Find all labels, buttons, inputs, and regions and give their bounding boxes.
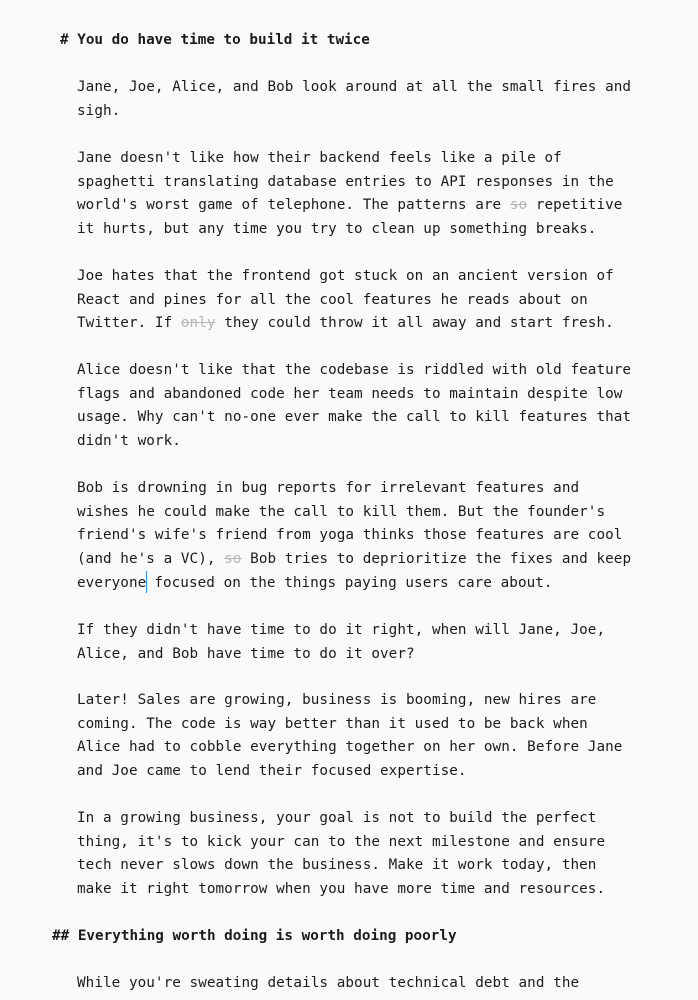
text-line: and Joe came to lend their focused expertise. (77, 762, 467, 779)
text-line: In a growing business, your goal is not to build the perfect (77, 810, 597, 826)
text-line: sigh. (77, 102, 121, 119)
strikethrough-text: so (224, 550, 242, 567)
heading-text: Everything worth doing is worth doing poorly (77, 928, 457, 944)
text-line: they could throw it all away and start fresh. (215, 315, 614, 332)
text-line: If they didn't have time to do it right, when will Jane, Joe, (77, 622, 606, 638)
text-line: wishes he could make the call to kill them. But the founder's (77, 503, 606, 520)
paragraph-6[interactable] (77, 619, 677, 666)
heading-text: You do have time to build it twice (77, 32, 370, 48)
text-line: repetitive (527, 197, 623, 214)
paragraph-8[interactable] (77, 807, 677, 901)
paragraph-3[interactable] (77, 265, 677, 336)
text-line: Bob is drowning in bug reports for irrelevant features and (77, 480, 580, 496)
paragraph-4[interactable] (77, 359, 677, 453)
text-line: didn't work. (77, 432, 181, 449)
text-line: Bob tries to deprioritize the fixes and keep (241, 550, 632, 567)
heading-marker: ## (52, 928, 70, 944)
text-line: Twitter. If (77, 315, 181, 332)
strikethrough-text: so (509, 197, 528, 214)
text-line: Jane doesn't like how their backend feels like a pile of (77, 150, 562, 166)
paragraph-9[interactable] (77, 972, 677, 996)
text-line: everyone (77, 575, 147, 592)
heading-marker: # (60, 32, 69, 48)
text-line: Alice doesn't like that the codebase is riddled with old feature (77, 362, 632, 378)
paragraph-1[interactable] (77, 76, 677, 123)
paragraph-7[interactable] (77, 689, 677, 783)
text-line: coming. The code is way better than it used to be back when (77, 715, 588, 732)
text-line: Later! Sales are growing, business is booming, new hires are (77, 692, 597, 708)
text-line: world's worst game of telephone. The patterns are (77, 197, 510, 214)
strikethrough-text: only (180, 315, 216, 332)
heading-level-2[interactable] (52, 925, 457, 949)
text-line: Jane, Joe, Alice, and Bob look around at all the small fires and (77, 79, 632, 95)
text-line: flags and abandoned code her team needs to maintain despite low (77, 385, 623, 402)
text-line: (and he's a VC), (77, 550, 225, 567)
text-line: Joe hates that the frontend got stuck on an ancient version of (77, 268, 614, 284)
text-line: While you're sweating details about technical debt and the (77, 975, 580, 991)
text-line: Alice, and Bob have time to do it over? (77, 645, 415, 662)
text-line: it hurts, but any time you try to clean up something breaks. (77, 220, 597, 237)
text-line: spaghetti translating database entries to API responses in the (77, 173, 614, 190)
text-line: focused on the things paying users care about. (145, 575, 553, 592)
paragraph-2[interactable] (77, 147, 677, 241)
heading-level-1[interactable] (60, 29, 370, 53)
text-line: tech never slows down the business. Make it work today, then (77, 857, 597, 874)
text-line: friend's wife's friend from yoga thinks those features are cool (77, 527, 623, 544)
text-line: usage. Why can't no-one ever make the call to kill features that (77, 409, 632, 426)
text-line: make it right tomorrow when you have more time and resources. (77, 880, 606, 897)
text-line: React and pines for all the cool features he reads about on (77, 291, 588, 308)
text-line: Alice had to cobble everything together on her own. Before Jane (77, 739, 623, 756)
paragraph-5[interactable] (77, 477, 677, 596)
text-line: thing, it's to kick your can to the next milestone and ensure (77, 833, 606, 850)
